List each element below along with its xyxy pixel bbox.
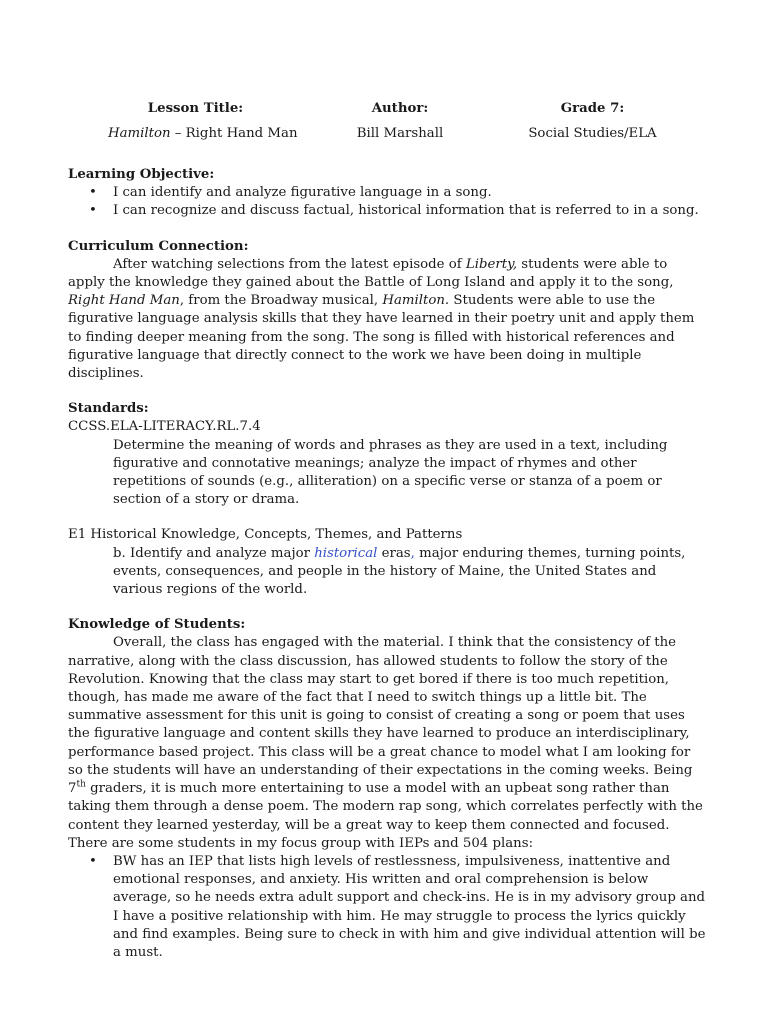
bullet-icon: •: [89, 203, 97, 219]
e1-standard-title: E1 Historical Knowledge, Concepts, Themes, and Patterns: [68, 527, 463, 543]
lesson-title-value: Hamilton – Right Hand Man: [108, 126, 298, 141]
grade-label: Grade 7:: [560, 101, 625, 116]
historical-link[interactable]: historical: [314, 545, 378, 561]
standards-heading: Standards:: [68, 401, 149, 417]
bullet-icon: •: [89, 853, 97, 869]
knowledge-paragraph: Overall, the class has engaged with the material. I think that the consistency of the narrative, along with the class discussion, has allowed students to follow the story of the Revolution. Knowing that the class may start to get bored if there is too much repetition, though, has made me aware of the fact that I need to switch things up a little bit. The summative assessment for this unit is going to consist of creating a song or poem that uses the figurative language and content skills they have learned to produce an interdisciplinary, performance based project. This class will be a great chance to model what I am looking for so the students will have an understanding of their expectations in the coming weeks. Being 7th graders, it is much more entertaining to use a model with an upbeat song rather than taking them through a dense poem. The modern rap song, which correlates perfectly with the content they learned yesterday, will be a great way to keep them connected and focused.: [68, 635, 703, 833]
lesson-title-label: Lesson Title:: [147, 101, 244, 116]
standard-description: Determine the meaning of words and phrases as they are used in a text, including figurative and connotative meanings; analyze the impact of rhymes and other repetitions of sounds (e.g., alliteration) on a specific verse or stanza of a poem or section of a story or drama.: [113, 437, 668, 508]
e1-standard-description: b. Identify and analyze major historical eras, major enduring themes, turning points, events, consequences, and people in the history of Maine, the United States and various regions of the world.: [113, 545, 686, 598]
objective-list: [68, 184, 708, 220]
subject-value: Social Studies/ELA: [528, 126, 657, 141]
document-body: [68, 166, 708, 962]
curriculum-paragraph: After watching selections from the latest episode of Liberty, students were able to apply the knowledge they gained about the Battle of Long Island and apply it to the song, Right Hand Man, from the Broadway musical, Hamilton. Students were able to use the figurative language analysis skills that they have learned in their poetry unit and apply them to finding deeper meaning from the song. The song is filled with historical references and figurative language that directly connect to the work we have been doing in multiple disciplines.: [68, 256, 695, 382]
curriculum-heading: Curriculum Connection:: [68, 238, 249, 254]
focus-group-intro: There are some students in my focus group with IEPs and 504 plans:: [68, 835, 534, 851]
standard-code: CCSS.ELA-LITERACY.RL.7.4: [68, 419, 261, 435]
objective-heading: Learning Objective:: [68, 167, 215, 182]
bullet-icon: •: [89, 185, 97, 201]
list-item: • BW has an IEP that lists high levels of restlessness, impulsiveness, inattentive and emotional responses, and anxiety. His written and oral comprehension is below average, so he needs extra adult support and check-ins. He is in my advisory group and I have a positive relationship with him. He may struggle to process the lyrics quickly and find examples. Being sure to check in with him and give individual attention will be a must.: [89, 853, 706, 960]
author-label: Author:: [371, 101, 429, 116]
author-name: Bill Marshall: [356, 126, 444, 141]
list-item: • I can identify and analyze figurative language in a song.: [68, 184, 708, 202]
list-item: • I can recognize and discuss factual, historical information that is referred to in a song.: [68, 202, 708, 220]
focus-group-list: [68, 853, 708, 962]
knowledge-heading: Knowledge of Students:: [68, 617, 246, 633]
